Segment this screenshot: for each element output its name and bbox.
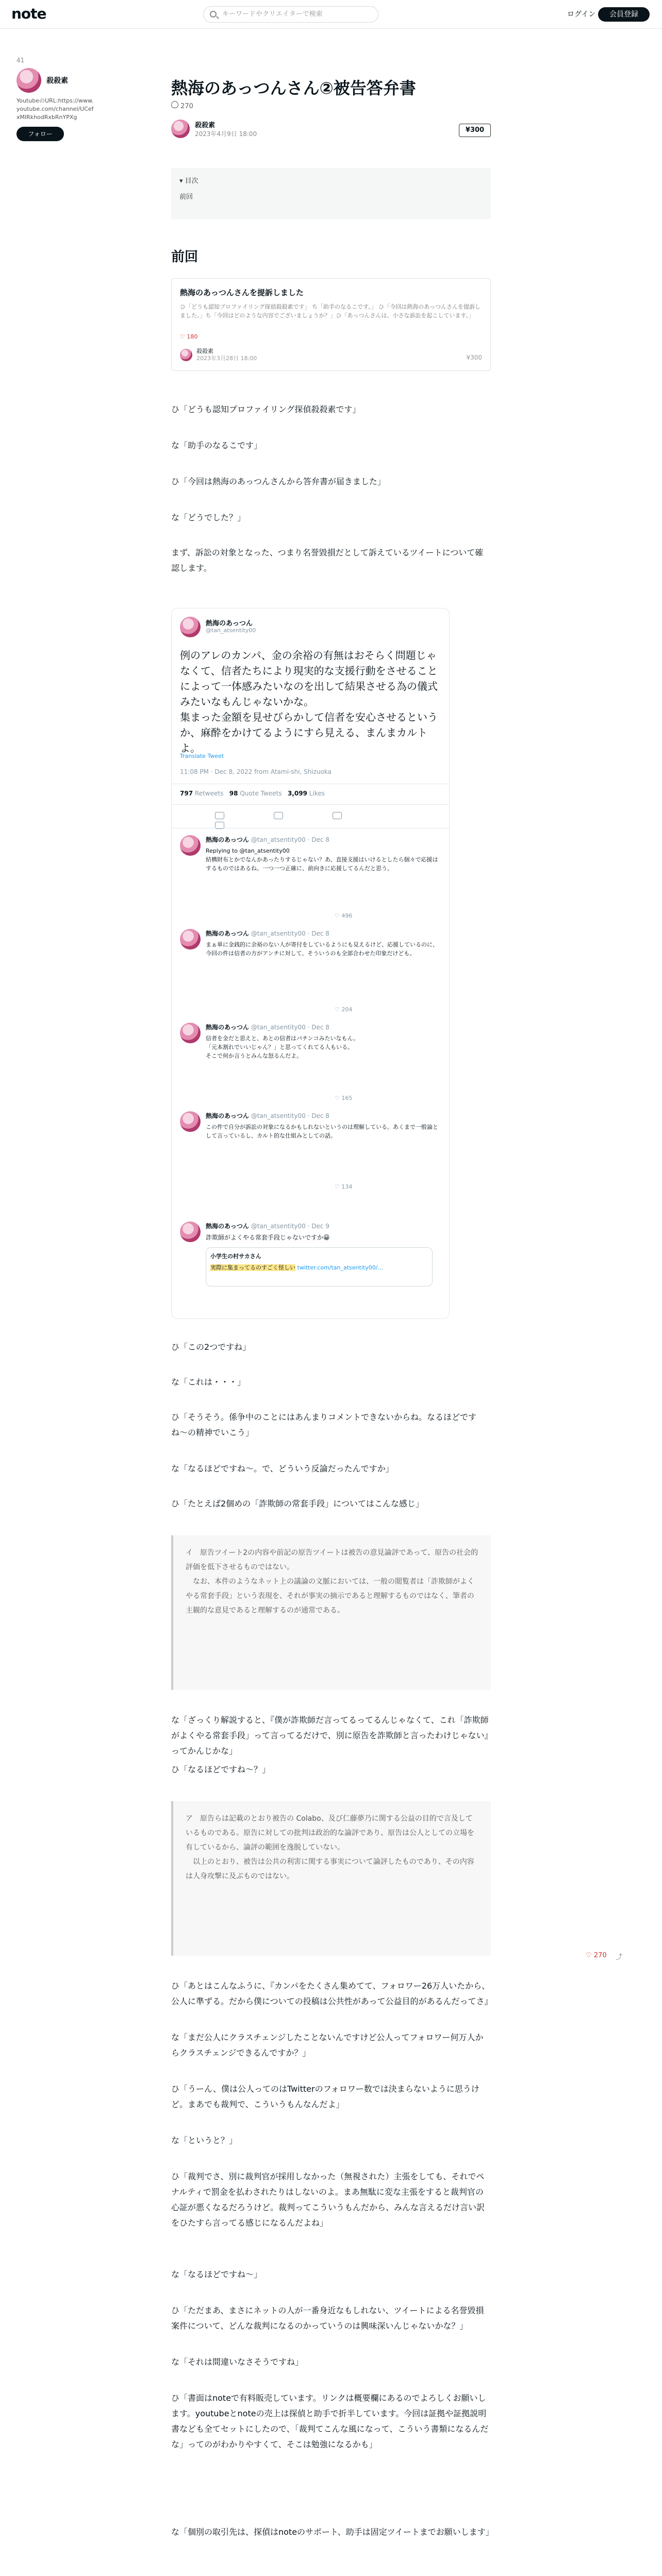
tweet-reply[interactable] [180, 1023, 442, 1105]
tweet-reply[interactable] [180, 1222, 442, 1309]
signup-button[interactable]: 会員登録 [598, 7, 650, 22]
tweet-reply[interactable] [180, 929, 442, 1016]
tweet-stats: 797 Retweets 98 Quote Tweets 3,099 Likes [180, 790, 325, 797]
tweet-meta: 11:08 PM · Dec 8, 2022 from Atami-shi, Shizuoka [180, 768, 332, 775]
paragraph: ひ「うーん、僕は公人ってのはTwitterのフォロワー数では決まらないように思うけど。まあでも裁判で、こういうもんなんだよ」 [171, 2084, 479, 2109]
search-icon [210, 11, 217, 18]
paragraph: ひ「たとえば2個めの「詐欺師の常套手段」についてはこんな感じ」 [171, 1499, 424, 1509]
paragraph: な「これは・・・」 [171, 1377, 246, 1387]
paragraph: ひ「ただまあ、まさにネットの人が一番身近なもしれない、ツイートによる名誉毀損案件について、どんな裁判になるのかっていうのは興味深いんじゃないかな？」 [171, 2306, 484, 2331]
paragraph: な「なるほどですね〜」 [171, 2269, 262, 2279]
title-likes[interactable]: 270 [171, 101, 193, 110]
byline-author[interactable]: 殺殺素 [195, 122, 216, 129]
reply-text: 詐欺師がよくやる常套手段じゃないですか😀 [206, 1234, 330, 1241]
like-icon[interactable] [333, 812, 342, 819]
reply-meta: @tan_atsentity00 · Dec 8 [251, 1024, 329, 1031]
card-excerpt: ひ「どうも認知プロファイリング探偵殺殺素です」 ち「助手のなるこです。」 ひ「今回は熱海のあっつんさんを提訴しました。」ち「今回はどのような内容でございましょうか？」ひ「あっつんさんは、小さな訴訟を起こしています。」 [180, 303, 481, 319]
card-price: ¥300 [466, 354, 482, 361]
heart-icon [171, 101, 178, 108]
byline-avatar[interactable] [171, 120, 190, 138]
reply-likes: ♡ 134 [335, 1183, 353, 1190]
tweet-reply[interactable] [180, 835, 442, 923]
reply-avatar [180, 929, 201, 950]
site-header [0, 0, 662, 29]
paragraph: な「どうでした？」 [171, 513, 246, 522]
tweet-author: 熱海のあっつん [206, 620, 253, 628]
tweet-handle: @tan_atsentity00 [206, 627, 256, 634]
quoted-author: 小学生の村サカさん [210, 1253, 261, 1260]
paragraph: な「なるほどですね〜。で、どういう反論だったんですか」 [171, 1464, 394, 1473]
paragraph: ひ「そうそう。係争中のことにはあんまりコメントできないからね。なるほどですね〜の精神でいこう」 [171, 1412, 477, 1437]
paragraph: ひ「この2つですね」 [171, 1342, 251, 1352]
reply-avatar [180, 835, 201, 856]
paragraph: な「ざっくり解説すると、『僕が詐欺師だ言ってるってるんじゃなくて、これ「詐欺師がよくやる常套手段」って言ってるだけで、別に原告を詐欺師と言ったわけじゃない』ってかんじかな」 [171, 1715, 489, 1756]
reply-meta: @tan_atsentity00 · Dec 9 [251, 1223, 329, 1230]
paragraph: な「助手のなるこです」 [171, 440, 262, 450]
reply-author: 熱海のあっつん [206, 1024, 249, 1031]
reply-avatar [180, 1222, 201, 1242]
paragraph: ひ「今回は熱海のあっつんさんから答弁書が届きました」 [171, 477, 386, 486]
avatar[interactable] [16, 68, 41, 93]
reply-author: 熱海のあっつん [206, 1112, 249, 1120]
sidebar-count: 41 [16, 57, 25, 64]
byline-date: 2023年4月9日 18:00 [195, 130, 257, 138]
paragraph: な「まだ公人にクラスチェンジしたことないんですけど公人ってフォロワー何万人からクラスチェンジできるんですか？」 [171, 2032, 484, 2058]
card-author: 殺殺素 [196, 348, 213, 354]
sidebar-author-name[interactable]: 殺殺素 [46, 77, 68, 85]
quote-block: イ 原告ツイート2の内容や前記の原告ツイートは被告の意見論評であって、原告の社会的評価を低下させるものではない。 なお、本件のようなネット上の議論の文脈においては、一般の閲覧者は「詐欺師がよくやる常套手段」という表現を、それが事実の摘示であると理解するものではなく、筆者の主観的な意見であると理解するのが通常である。 [171, 1535, 491, 1690]
floating-like-button[interactable]: ♡ 270 [586, 1952, 607, 1959]
search-input[interactable] [203, 6, 378, 23]
paragraph: まず、訴訟の対象となった、つまり名誉毀損だとして訴えているツイートについて確認します。 [171, 548, 484, 573]
quoted-tweet[interactable] [206, 1247, 433, 1286]
card-likes: ♡ 180 [180, 333, 198, 340]
reply-likes: ♡ 204 [335, 1006, 353, 1013]
reply-likes: ♡ 165 [335, 1095, 353, 1101]
reply-text: Replying to @tan_atsentity00 結構財布とかでなんかあったりするじゃない？あ、直接支援はいけるとしたら個々で応援はするものではあるね。一つ一つ正確に、前向きに応援してるんだと思う。 [206, 848, 438, 872]
reply-author: 熱海のあっつん [206, 1223, 249, 1230]
reply-text: 信者を金だと思えと、あとの信者はパチンコみたいなもん。 「元本割れでいいじゃん？」と思ってくれてる人もいる。 そこで何か言うとみんな怒るんだよ。 [206, 1035, 359, 1059]
reply-author: 熱海のあっつん [206, 836, 249, 843]
search-placeholder: キーワードやクリエイターで検索 [222, 10, 323, 18]
paragraph: ひ「どうも認知プロファイリング探偵殺殺素です」 [171, 404, 361, 414]
paragraph: な「というと？」 [171, 2136, 238, 2145]
reply-meta: @tan_atsentity00 · Dec 8 [251, 1112, 329, 1120]
reply-text: この件で自分が訴訟の対象になるかもしれないというのは理解している。あくまで一般論として言っているし、カルト的な仕組みとしての話。 [206, 1124, 438, 1139]
toc-item[interactable]: 前回 [179, 193, 193, 201]
tweet-reply[interactable] [180, 1111, 442, 1194]
card-date: 2023年3月28日 18:00 [196, 355, 257, 362]
section-heading: 前回 [171, 249, 198, 265]
translate-link[interactable]: Translate Tweet [180, 753, 224, 759]
reply-avatar [180, 1111, 201, 1132]
reply-meta: @tan_atsentity00 · Dec 8 [251, 930, 329, 937]
note-logo[interactable]: note [11, 5, 46, 22]
price-badge: ¥300 [459, 124, 491, 137]
author-sidebar [16, 57, 94, 141]
article-title: 熱海のあっつんさん②被告答弁書 [171, 78, 416, 98]
reply-author: 熱海のあっつん [206, 930, 249, 937]
card-avatar [180, 349, 192, 361]
paragraph: な「それは間違いなさそうですね」 [171, 2357, 304, 2367]
retweet-icon[interactable] [274, 812, 283, 819]
reply-avatar [180, 1023, 201, 1043]
quoted-text: 実際に集まってるのすごく怪しい [210, 1264, 295, 1271]
paragraph: な「個別の取引先は、探偵はnoteのサポート、助手は固定ツイートまでお願いします」 [171, 2527, 494, 2537]
tweet-avatar [180, 617, 201, 637]
article-byline [171, 120, 257, 138]
card-title: 熱海のあっつんさんを提訴しました [180, 288, 304, 297]
tweet-embed[interactable] [171, 608, 450, 1319]
toc-label[interactable]: ▾ 目次 [179, 177, 198, 185]
paragraph: ひ「裁判でさ、別に裁判官が採用しなかった（無視された）主張をしても、それでペナルティで罰金を払わされたりはしないのよ。まあ無駄に変な主張をすると裁判官の心証が悪くなるだろうけど。裁判ってこういうもんだから、みんな言えるだけ言い訳をひたすら言ってる感じになるんだよね」 [171, 2172, 485, 2228]
embedded-article-card[interactable] [171, 278, 491, 371]
paragraph: ひ「なるほどですね〜？」 [171, 1765, 271, 1774]
quote-block: ア 原告らは記載のとおり被告の Colabo、及び仁藤夢乃に関する公益の目的で言及しているものである。原告に対しての批判は政治的な論評であり、原告は公人としての立場を有しているから、論評の範囲を逸脱していない。 以上のとおり、被告は公共の利害に関する事実について論評したものであり、その内容は人身攻撃に及ぶものではない。 [171, 1801, 491, 1956]
table-of-contents [171, 168, 491, 219]
paragraph [171, 2574, 491, 2576]
share-icon[interactable]: ⤴ [616, 1954, 623, 1961]
reply-text: まぁ単に金銭的に余裕のない人が寄付をしているようにも見えるけど、応援しているのに、今回の件は信者の方がアンチに対して、そういうのも全部合わせた印象だけども。 [206, 941, 438, 957]
paragraph: ひ「あとはこんなふうに、『カンパをたくさん集めてて、フォロワー26万人いたから、公人に準ずる。だから僕についての投稿は公共性があって公益目的があるんだってさ』 [171, 1981, 493, 2006]
login-button[interactable]: ログイン [567, 10, 596, 19]
sidebar-bio: YoutubeのURL:https://www.youtube.com/channel/UCefxMlRkhodRxbRnYPXg [16, 97, 94, 121]
tweet-body: 例のアレのカンパ、金の余裕の有無はおそらく問題じゃなくて、信者たちにより現実的な支援行動をさせることによって一体感みたいなのを出して結果させる為の儀式みたいなもんじゃないかな。 集まった金額を見せびらかして信者を安心させるというか、麻酔をかけてるようにすら見える、まんまカルトよ。 [180, 649, 438, 754]
reply-likes: ♡ 496 [335, 912, 353, 919]
quoted-link[interactable]: twitter.com/tan_atsentity00/... [297, 1264, 383, 1271]
paragraph: ひ「書面はnoteで有料販売しています。リンクは概要欄にあるのでよろしくお願いします。youtubeとnoteの売上は探偵と助手で折半しています。今回は証拠や証拠説明書なども全てセットにしたので、「裁判てこんな風になって、こういう書類になるんだな」ってのがわかりやすくて、そこは勉強になるかも」 [171, 2393, 489, 2449]
reply-icon[interactable] [215, 812, 224, 819]
follow-button[interactable]: フォロー [16, 127, 64, 141]
reply-meta: @tan_atsentity00 · Dec 8 [251, 836, 329, 843]
